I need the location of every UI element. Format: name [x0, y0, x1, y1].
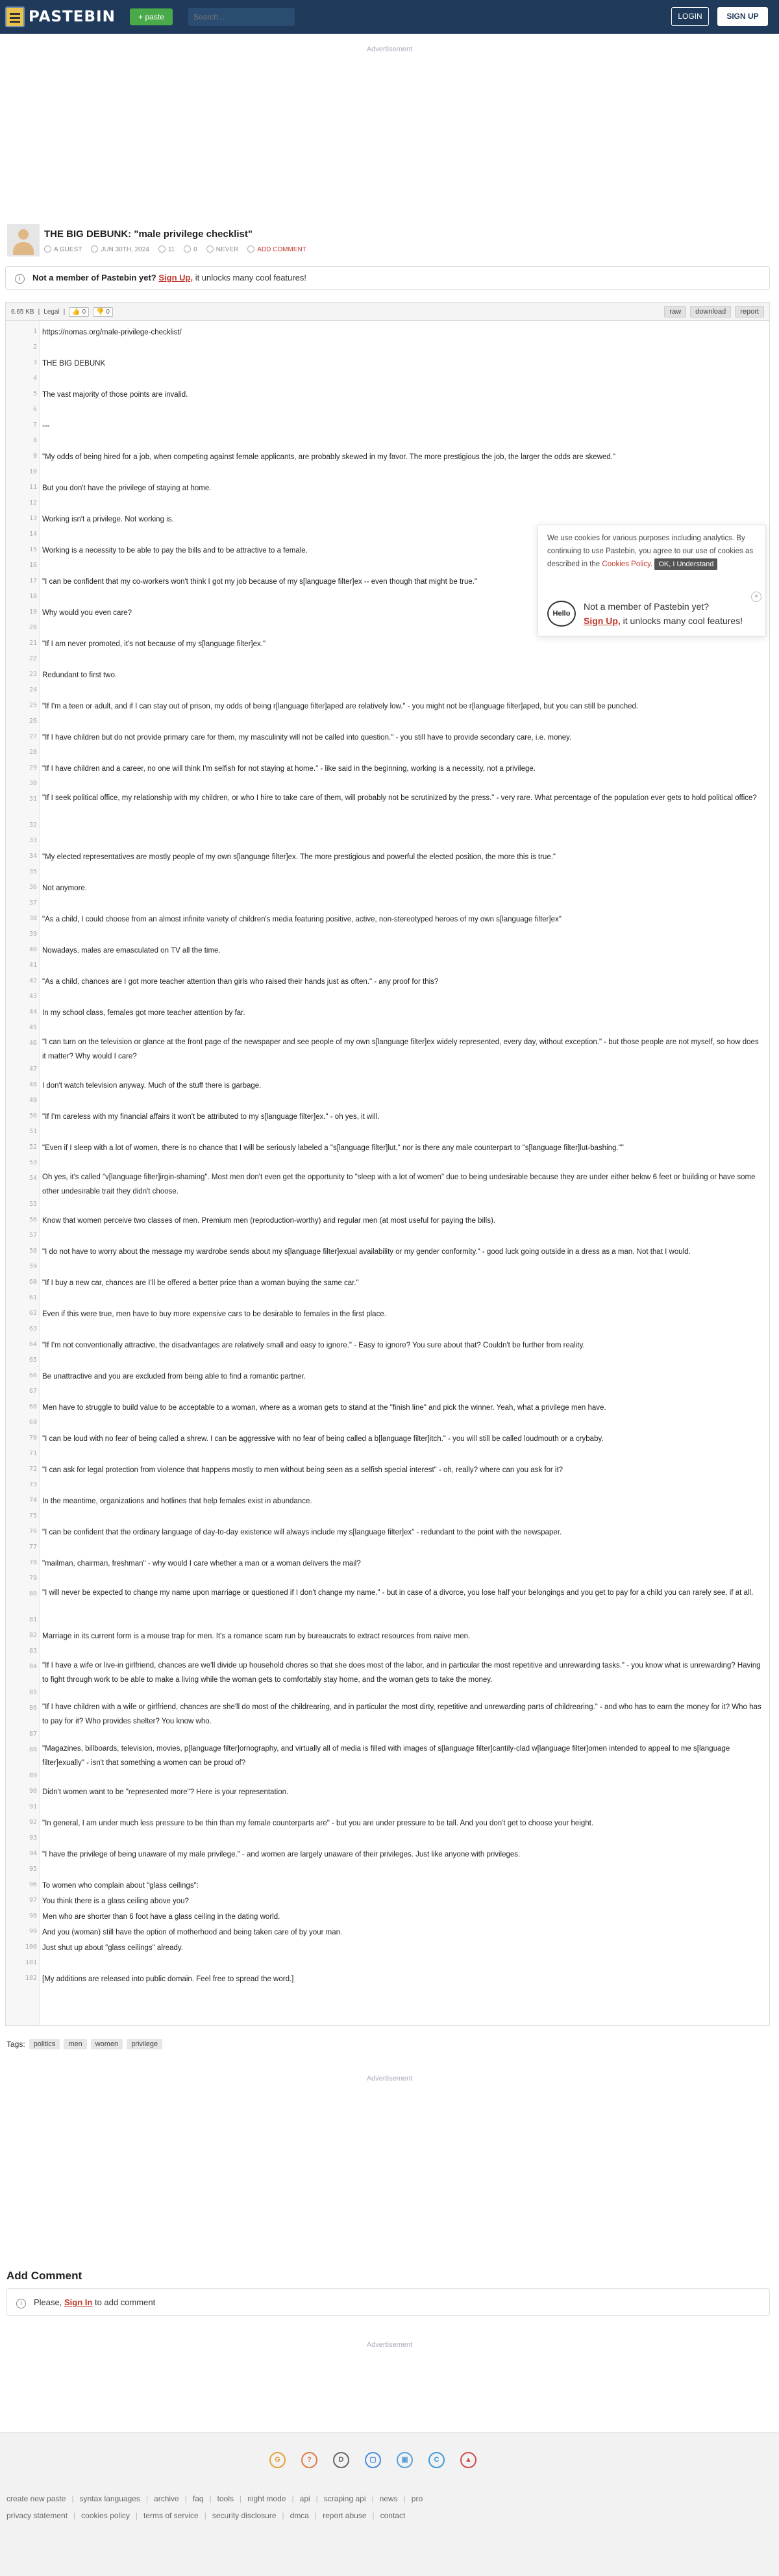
line-number: 40 — [29, 946, 37, 953]
footer-links-row-2: privacy statement | cookies policy | terms of service | security disclosure | dmca | report abuse | contact — [6, 2511, 406, 2520]
paste-meta — [44, 245, 306, 253]
user-icon — [44, 245, 51, 253]
tag-politics[interactable]: politics — [29, 2039, 60, 2049]
line-number: 65 — [29, 1357, 37, 1364]
line-number: 42 — [29, 977, 37, 984]
info-icon: i — [16, 2299, 26, 2308]
star-icon — [184, 245, 191, 253]
code-line: "If I have children but do not provide primary care for them, my masculinity will not be called into question." - you still have to provide secondary care, i.e. money. — [42, 734, 572, 742]
hello-badge-icon: Hello — [547, 601, 576, 627]
line-number: 33 — [29, 837, 37, 844]
line-number: 59 — [29, 1263, 37, 1270]
line-number: 71 — [29, 1450, 37, 1457]
line-number: 102 — [25, 1975, 37, 1982]
copy-icon[interactable]: C — [428, 2452, 445, 2468]
popup-signup-link[interactable]: Sign Up, — [584, 616, 621, 626]
tag-men[interactable]: men — [64, 2039, 86, 2049]
cookie-popup — [538, 525, 766, 636]
code-line: "I will never be expected to change my name upon marriage or questioned if I don't change my name." - but in case of a divorce, you lose half your belongings and you get to pay for a child you can rarely see, if at all. — [42, 1589, 754, 1597]
line-number: 24 — [29, 686, 37, 694]
comment-rest: to add comment — [94, 2297, 156, 2307]
footer-link[interactable]: contact — [380, 2511, 406, 2520]
code-line: Be unattractive and you are excluded from being able to find a romantic partner. — [42, 1373, 306, 1381]
line-number: 4 — [32, 375, 37, 382]
line-number: 91 — [29, 1803, 37, 1810]
line-number: 15 — [29, 546, 37, 553]
footer-link[interactable]: terms of service — [143, 2511, 199, 2520]
line-number: 68 — [29, 1403, 37, 1410]
line-number: 97 — [29, 1897, 37, 1904]
line-number: 44 — [29, 1008, 37, 1016]
line-number: 75 — [29, 1512, 37, 1519]
calendar-icon — [91, 245, 98, 253]
line-number: 62 — [29, 1310, 37, 1317]
footer-link[interactable]: night mode — [247, 2494, 286, 2503]
line-number: 51 — [29, 1128, 37, 1135]
code-line: "I do not have to worry about the message my wardrobe sends about my s[language filter]exual availability or my gender conformity." - good luck going outside in a dress as a man. Not that I would. — [42, 1248, 691, 1256]
code-line: But you don't have the privilege of staying at home. — [42, 484, 212, 492]
window-icon[interactable]: ▢ — [365, 2452, 381, 2468]
line-number: 92 — [29, 1819, 37, 1826]
code-line: I don't watch television anyway. Much of the stuff there is garbage. — [42, 1082, 262, 1090]
code-line: [My additions are released into public domain. Feel free to spread the word.] — [42, 1975, 294, 1983]
tag-women[interactable]: women — [91, 2039, 123, 2049]
line-number: 23 — [29, 671, 37, 678]
eye-icon — [158, 245, 166, 253]
line-number: 29 — [29, 764, 37, 771]
code-line: Didn't women want to be "represented more"? Here is your representation. — [42, 1788, 289, 1796]
line-number: 46 — [29, 1040, 37, 1047]
date: JUN 30TH, 2024 — [91, 245, 149, 253]
line-number: 19 — [29, 608, 37, 616]
line-number: 41 — [29, 962, 37, 969]
footer — [0, 2432, 779, 2576]
member-banner — [5, 266, 770, 290]
line-number: 8 — [32, 437, 37, 444]
code-line: "If I buy a new car, chances are I'll be offered a better price than a woman buying the same car." — [42, 1279, 359, 1287]
tags-bar — [6, 2039, 162, 2049]
code-line: In my school class, females got more teacher attention by far. — [42, 1009, 245, 1017]
member-banner-rest: it unlocks many cool features! — [195, 273, 306, 282]
code-line: "If I have children and a career, no one will think I'm selfish for not staying at home." - like said in the beginning, working is a necessity, not a privilege. — [42, 765, 536, 773]
code-line: "If I am never promoted, it's not because of my s[language filter]ex." — [42, 640, 266, 648]
add-comment-link[interactable]: ADD COMMENT — [247, 245, 306, 253]
line-number: 43 — [29, 993, 37, 1000]
desktop-icon[interactable]: ▣ — [397, 2452, 413, 2468]
code-line: "I can be loud with no fear of being called a shrew. I can be aggressive with no fear of being called a b[language filter]itch." - you will still be called loudmouth or a crybaby. — [42, 1435, 604, 1443]
comment-lead: Please, — [34, 2297, 62, 2307]
line-number: 66 — [29, 1372, 37, 1379]
add-comment-heading: Add Comment — [6, 2270, 82, 2282]
footer-link[interactable]: api — [299, 2494, 310, 2503]
paste-toolbar: 6.65 KB | Legal | 👍 0 👎 0 raw download report — [5, 302, 770, 320]
pastebin-logo-icon[interactable] — [5, 6, 25, 27]
footer-link[interactable]: report abuse — [323, 2511, 367, 2520]
footer-link[interactable]: dmca — [290, 2511, 309, 2520]
raw-button[interactable]: raw — [664, 306, 686, 318]
line-number: 74 — [29, 1497, 37, 1504]
code-line: And you (woman) still have the option of motherhood and being taken care of by your man. — [42, 1929, 343, 1936]
line-number: 90 — [29, 1788, 37, 1795]
line-number: 11 — [29, 484, 37, 491]
cookies-policy-link[interactable]: Cookies Policy. — [602, 560, 653, 568]
line-number: 2 — [32, 344, 37, 351]
code-line: "I can turn on the television or glance at the front page of the newspaper and see people of my own s[language filter]ex widely represented, every day, without exception." - but those people are not myself, so how does it matter? Why would I care? — [42, 1038, 759, 1060]
line-number-gutter — [6, 321, 40, 2025]
expiry: NEVER — [206, 245, 238, 253]
line-number: 77 — [29, 1544, 37, 1551]
code-line: "In general, I am under much less pressure to be thin than my female counterparts are" - but you are under pressure to be tall. And you don't get to choose your height. — [42, 1819, 594, 1827]
new-paste-button[interactable]: + paste — [130, 8, 173, 25]
code-line: Oh yes, it's called "v[language filter]irgin-shaming". Most men don't even get the opportunity to "sleep with a lot of women" due to being undesirable because they are under either below 6 feet or building or have some other undesirable trait they didn't choose. — [42, 1173, 756, 1195]
line-number: 76 — [29, 1528, 37, 1535]
line-number: 73 — [29, 1481, 37, 1488]
footer-link[interactable]: privacy statement — [6, 2511, 68, 2520]
line-number: 78 — [29, 1559, 37, 1566]
code-line: You think there is a glass ceiling above you? — [42, 1897, 189, 1905]
advertisement-label: Advertisement — [366, 2075, 413, 2082]
line-number: 36 — [29, 884, 37, 891]
cookie-accept-button[interactable]: OK, I Understand — [654, 558, 717, 570]
footer-link[interactable]: faq — [192, 2494, 204, 2503]
dark-app-icon[interactable]: D — [333, 2452, 349, 2468]
code-line: Marriage in its current form is a mouse trap for men. It's a romance scam run by bureaucrats to extract resources from naive men. — [42, 1632, 471, 1640]
line-number: 80 — [29, 1590, 37, 1597]
brand-name[interactable]: PASTEBIN — [29, 8, 116, 25]
line-number: 79 — [29, 1575, 37, 1582]
line-number: 70 — [29, 1434, 37, 1442]
header — [0, 0, 779, 34]
code-line: "As a child, chances are I got more teacher attention than girls who raised their hands just as often." - any proof for this? — [42, 978, 439, 986]
help-icon[interactable]: ? — [301, 2452, 317, 2468]
code-line: Men who are shorter than 6 foot have a glass ceiling in the dating world. — [42, 1913, 280, 1921]
line-number: 20 — [29, 624, 37, 631]
line-number: 27 — [29, 733, 37, 740]
code-line: "Magazines, billboards, television, movies, p[language filter]ornography, and virtually all of media is filled with images of s[language filter]cantily-clad w[language filter]omen intended to appeal to me s[language filter]exually" - isn't that something a women can be proud of? — [42, 1745, 730, 1767]
info-icon: i — [15, 274, 25, 284]
code-line: "If I seek political office, my relationship with my children, or who I hire to take care of them, will probably not be scrutinized by the press." - very rare. What percentage of the population ever gets to hold political office? — [42, 794, 757, 802]
code-line: Working is a necessity to be able to pay the bills and to be attractive to a female. — [42, 547, 308, 555]
footer-link[interactable]: archive — [154, 2494, 179, 2503]
line-number: 81 — [29, 1616, 37, 1623]
line-number: 35 — [29, 868, 37, 875]
code-line: "If I have children with a wife or girlfriend, chances are she'll do most of the childrearing, and in particular the most dirty, repetitive and unrewarding parts of childrearing." - and who has to earn the money for it? Who has to pay for it? Who provides shelter? You know who. — [42, 1703, 761, 1725]
line-number: 1 — [32, 328, 37, 335]
line-number: 39 — [29, 931, 37, 938]
tag-privilege[interactable]: privilege — [127, 2039, 162, 2049]
code-line: --- — [42, 422, 50, 430]
code-line: "If I'm careless with my financial affairs it won't be attributed to my s[language filter]ex." - oh yes, it will. — [42, 1113, 380, 1121]
footer-link[interactable]: security disclosure — [212, 2511, 277, 2520]
signup-link[interactable]: Sign Up, — [158, 273, 193, 282]
line-number: 89 — [29, 1772, 37, 1779]
line-number: 28 — [29, 749, 37, 756]
dislike-button[interactable]: 👎 0 — [93, 307, 113, 317]
paste-size: 6.65 KB — [11, 308, 34, 316]
footer-link[interactable]: pro — [411, 2494, 423, 2503]
code-line: To women who complain about "glass ceilings": — [42, 1882, 199, 1890]
views: 11 — [158, 245, 175, 253]
report-button[interactable]: report — [735, 306, 764, 318]
line-number: 22 — [29, 655, 37, 662]
line-number: 30 — [29, 780, 37, 787]
code-line: Not anymore. — [42, 884, 88, 892]
comment-icon — [247, 245, 254, 253]
line-number: 55 — [29, 1201, 37, 1208]
line-number: 13 — [29, 515, 37, 522]
line-number: 14 — [29, 531, 37, 538]
line-number: 9 — [32, 453, 37, 460]
stars[interactable]: 0 — [184, 245, 197, 253]
footer-link[interactable]: cookies policy — [81, 2511, 130, 2520]
line-number: 50 — [29, 1112, 37, 1119]
code-line: Nowadays, males are emasculated on TV all the time. — [42, 947, 221, 955]
code-line: "I can ask for legal protection from violence that happens mostly to men without being seen as a selfish special interest" - oh, really? where can you ask for it? — [42, 1466, 563, 1474]
footer-links-row-1: create new paste | syntax languages | archive | faq | tools | night mode | api | scraping api | news | pro — [6, 2494, 423, 2503]
line-number: 93 — [29, 1834, 37, 1842]
line-number: 67 — [29, 1388, 37, 1395]
login-button[interactable]: LOGIN — [671, 7, 709, 26]
line-number: 96 — [29, 1881, 37, 1888]
line-number: 100 — [25, 1944, 37, 1951]
line-number: 45 — [29, 1024, 37, 1031]
line-number: 95 — [29, 1866, 37, 1873]
line-number: 21 — [29, 640, 37, 647]
line-number: 72 — [29, 1466, 37, 1473]
line-number: 87 — [29, 1731, 37, 1738]
line-number: 94 — [29, 1850, 37, 1857]
code-line: "My elected representatives are mostly people of my own s[language filter]ex. The more prestigious and powerful the elected position, the more this is true." — [42, 853, 556, 861]
line-number: 52 — [29, 1144, 37, 1151]
code-line: In the meantime, organizations and hotlines that help females exist in abundance. — [42, 1497, 312, 1505]
line-number: 25 — [29, 702, 37, 709]
line-number: 26 — [29, 718, 37, 725]
tags-label: Tags: — [6, 2040, 25, 2049]
code-line: "My odds of being hired for a job, when competing against female applicants, are probably skewed in my favor. The more prestigious the job, the larger the odds are skewed." — [42, 453, 616, 461]
line-number: 16 — [29, 562, 37, 569]
line-number: 83 — [29, 1647, 37, 1655]
download-button[interactable]: download — [690, 306, 731, 318]
footer-link[interactable]: scraping api — [323, 2494, 366, 2503]
line-number: 69 — [29, 1419, 37, 1426]
line-number: 54 — [29, 1175, 37, 1182]
code-line: Men have to struggle to build value to be acceptable to a woman, where as a woman gets to stand at the "finish line" and pick the winner. Yeah, what a privilege men have. — [42, 1404, 606, 1412]
code-line: "If I have a wife or live-in girlfriend, chances are we'll divide up household chores so that she does most of the labor, and in particular the most repetitive and unrewarding tasks." - you know what is unrewarding? Having to fight through work to be able to make a living while the woman gets to comfortably stay home, and the woman gets to take the money. — [42, 1662, 761, 1684]
code-line: "Even if I sleep with a lot of women, there is no chance that I will be seriously labeled a "s[language filter]lut," nor is there any male counterpart to "s[language filter]lut-bashing."" — [42, 1144, 624, 1152]
line-number: 88 — [29, 1746, 37, 1753]
advertisement-label: Advertisement — [366, 2341, 413, 2349]
code-line: Why would you even care? — [42, 609, 132, 617]
line-number: 49 — [29, 1097, 37, 1104]
author[interactable]: A GUEST — [44, 245, 82, 253]
line-number: 5 — [32, 390, 37, 397]
clock-icon — [206, 245, 214, 253]
advertisement-label: Advertisement — [366, 45, 413, 53]
line-number: 10 — [29, 468, 37, 475]
cookie-member-promo: Not a member of Pastebin yet? Sign Up, it unlocks many cool features! — [584, 601, 743, 626]
code-line: The vast majority of those points are invalid. — [42, 391, 188, 399]
line-number: 101 — [25, 1959, 37, 1966]
author-avatar — [7, 224, 40, 256]
line-number: 60 — [29, 1279, 37, 1286]
line-number: 58 — [29, 1247, 37, 1255]
line-number: 34 — [29, 853, 37, 860]
line-number: 3 — [32, 359, 37, 366]
code-line: "mailman, chairman, freshman" - why would I care whether a man or a woman delivers the mail? — [42, 1560, 361, 1568]
line-number: 63 — [29, 1325, 37, 1332]
code-line: "I can be confident that my co-workers won't think I got my job because of my s[language filter]ex -- even though that might be true." — [42, 578, 478, 586]
line-number: 53 — [29, 1159, 37, 1166]
line-number: 64 — [29, 1341, 37, 1348]
line-number: 82 — [29, 1632, 37, 1639]
line-number: 37 — [29, 899, 37, 907]
line-number: 86 — [29, 1705, 37, 1712]
code-line: Working isn't a privilege. Not working is. — [42, 516, 174, 523]
line-number: 6 — [32, 406, 37, 413]
line-number: 12 — [29, 499, 37, 506]
footer-link[interactable]: create new paste — [6, 2494, 66, 2503]
signin-link[interactable]: Sign In — [64, 2297, 93, 2307]
line-number: 47 — [29, 1066, 37, 1073]
footer-link[interactable]: tools — [217, 2494, 234, 2503]
paste-title: THE BIG DEBUNK: "male privilege checklist" — [44, 229, 253, 240]
line-number: 56 — [29, 1216, 37, 1223]
line-number: 48 — [29, 1081, 37, 1088]
footer-link[interactable]: syntax languages — [79, 2494, 140, 2503]
chrome-icon[interactable]: G — [269, 2452, 286, 2468]
code-line: https://nomas.org/male-privilege-checklist/ — [42, 329, 182, 336]
opera-icon[interactable]: ▲ — [460, 2452, 476, 2468]
code-line: "I have the privilege of being unaware of my male privilege." - and women are largely unaware of their privileges. Just like anyone with privileges. — [42, 1851, 521, 1858]
member-banner-lead: Not a member of Pastebin yet? — [32, 273, 156, 282]
code-line: Know that women perceive two classes of men. Premium men (reproduction-worthy) and regular men (at most useful for paying the bills). — [42, 1217, 495, 1225]
line-number: 7 — [32, 421, 37, 429]
paste-type[interactable]: Legal — [43, 308, 60, 316]
cookie-notice: We use cookies for various purposes including analytics. By continuing to use Pastebin, you agree to our use of cookies as described in the Cookies Policy. OK, I Understand — [547, 532, 758, 571]
line-number: 32 — [29, 821, 37, 829]
code-line: Just shut up about "glass ceilings" already. — [42, 1944, 183, 1952]
close-icon[interactable]: × — [751, 592, 761, 602]
line-number: 18 — [29, 593, 37, 600]
code-line: THE BIG DEBUNK — [42, 360, 106, 368]
line-number: 85 — [29, 1689, 37, 1696]
line-number: 84 — [29, 1663, 37, 1670]
signup-button[interactable]: SIGN UP — [717, 7, 768, 26]
code-line: Redundant to first two. — [42, 671, 117, 679]
line-number: 17 — [29, 577, 37, 584]
line-number: 31 — [29, 795, 37, 803]
line-number: 61 — [29, 1294, 37, 1301]
search-input[interactable] — [188, 8, 295, 26]
code-line: Even if this were true, men have to buy more expensive cars to be desirable to females in the first place. — [42, 1310, 386, 1318]
code-line: "If I'm not conventionally attractive, the disadvantages are relatively small and easy to ignore." - Easy to ignore? You sure about that? Couldn't be further from reality. — [42, 1342, 585, 1349]
comment-signin-box — [6, 2288, 770, 2316]
code-line: "I can be confident that the ordinary language of day-to-day existence will always include my s[language filter]ex" - redundant to the point with the newspaper. — [42, 1529, 562, 1536]
footer-app-icons — [269, 2452, 476, 2468]
like-button[interactable]: 👍 0 — [69, 307, 89, 317]
code-line: "As a child, I could choose from an almost infinite variety of children's media featuring positive, active, non-stereotyped heroes of my own s[language filter]ex" — [42, 916, 562, 923]
line-number: 57 — [29, 1232, 37, 1239]
line-number: 99 — [29, 1928, 37, 1935]
line-number: 38 — [29, 915, 37, 922]
code-line: "If I'm a teen or adult, and if I can stay out of prison, my odds of being r[language filter]aped are relatively low." - you might not be r[language filter]aped, but you can still be punched. — [42, 703, 639, 710]
line-number: 98 — [29, 1912, 37, 1919]
footer-link[interactable]: news — [379, 2494, 398, 2503]
